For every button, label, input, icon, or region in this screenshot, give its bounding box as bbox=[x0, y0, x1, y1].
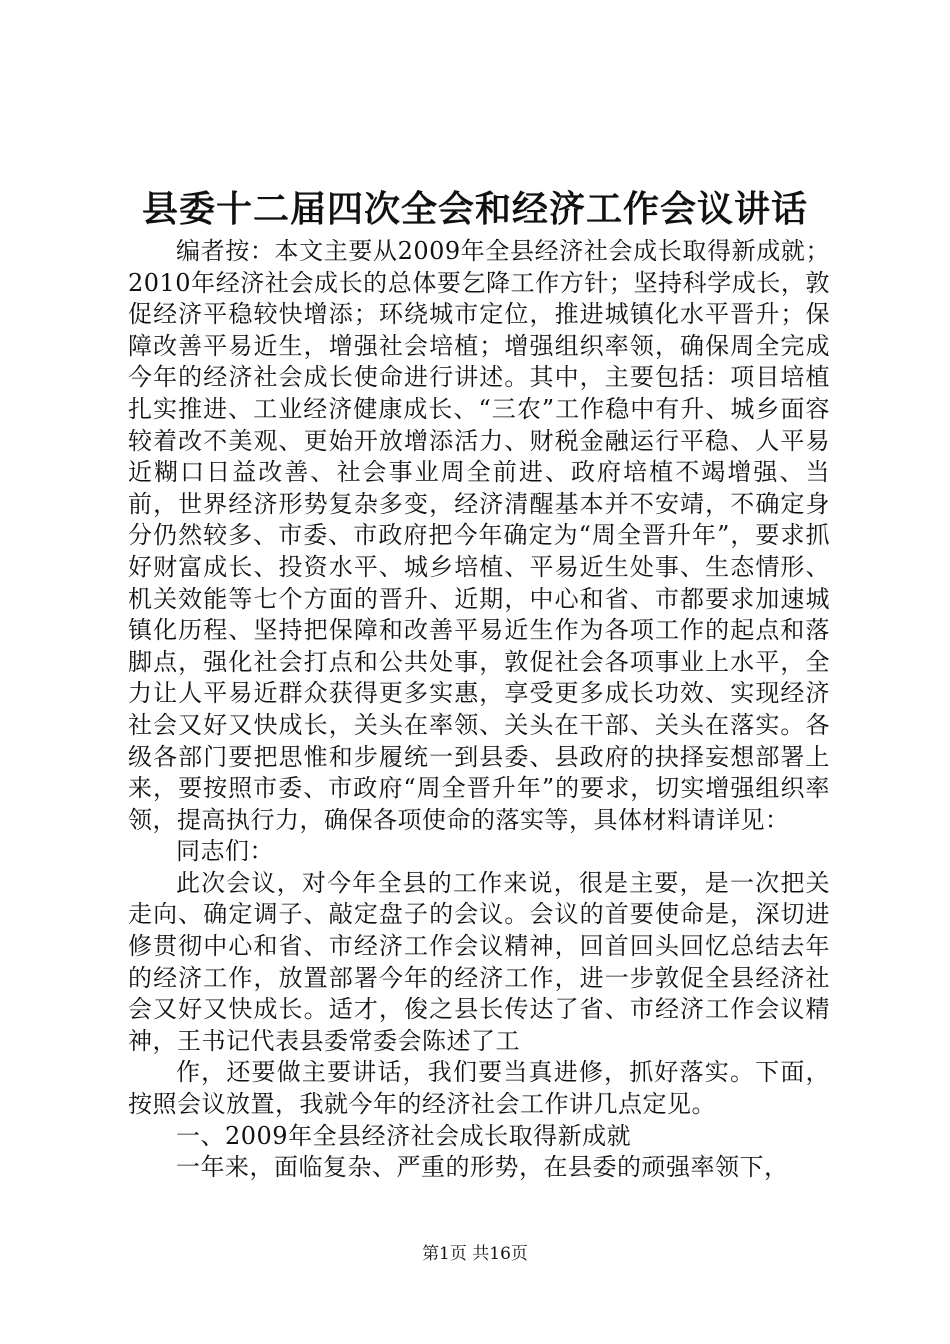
page-footer: 第1页 共16页 bbox=[422, 1244, 528, 1264]
body-paragraph: 作，还要做主要讲话，我们要当真进修，抓好落实。下面，按照会议放置，我就今年的经济社会工作讲几点定见。 bbox=[128, 1058, 830, 1119]
document-title: 县委十二届四次全会和经济工作会议讲话 bbox=[141, 188, 808, 230]
section-heading: 一、2009年全县经济社会成长取得新成就 bbox=[176, 1121, 632, 1150]
document-body bbox=[128, 236, 830, 1184]
body-paragraph: 一年来，面临复杂、严重的形势，在县委的顽强率领下， bbox=[176, 1153, 789, 1182]
body-paragraph: 此次会议，对今年全县的工作来说，很是主要，是一次把关走向、确定调子、敲定盘子的会议。会议的首要使命是，深切进修贯彻中心和省、市经济工作会议精神，回首回头回忆总结去年的经济工作，放置部署今年的经济工作，进一步敦促全县经济社会又好又快成长。适才，俊之县长传达了省、市经济工作会议精神，王书记代表县委常委会陈述了工 bbox=[128, 868, 830, 1055]
editor-note-paragraph: 编者按：本文主要从2009年全县经济社会成长取得新成就；2010年经济社会成长的总体要乞降工作方针；坚持科学成长，敦促经济平稳较快增添；环绕城市定位，推进城镇化水平晋升；保障改善平易近生，增强社会培植；增强组织率领，确保周全完成今年的经济社会成长使命进行讲述。其中，主要包括：项目培植扎实推进、工业经济健康成长、“三农”工作稳中有升、城乡面容较着改不美观、更始开放增添活力、财税金融运行平稳、人平易近糊口日益改善、社会事业周全前进、政府培植不竭增强、当前，世界经济形势复杂多变，经济清醒基本并不安靖，不确定身分仍然较多、市委、市政府把今年确定为“周全晋升年”，要求抓好财富成长、投资水平、城乡培植、平易近生处事、生态情形、机关效能等七个方面的晋升、近期，中心和省、市都要求加速城镇化历程、坚持把保障和改善平易近生作为各项工作的起点和落脚点，强化社会打点和公共处事，敦促社会各项事业上水平，全力让人平易近群众获得更多实惠，享受更多成长功效、实现经济社会又好又快成长，关头在率领、关头在干部、关头在落实。各级各部门要把思惟和步履统一到县委、县政府的抉择妄想部署上来，要按照市委、市政府“周全晋升年”的要求，切实增强组织率领，提高执行力，确保各项使命的落实等，具体材料请详见： bbox=[128, 237, 830, 834]
salutation-paragraph: 同志们： bbox=[176, 837, 274, 866]
